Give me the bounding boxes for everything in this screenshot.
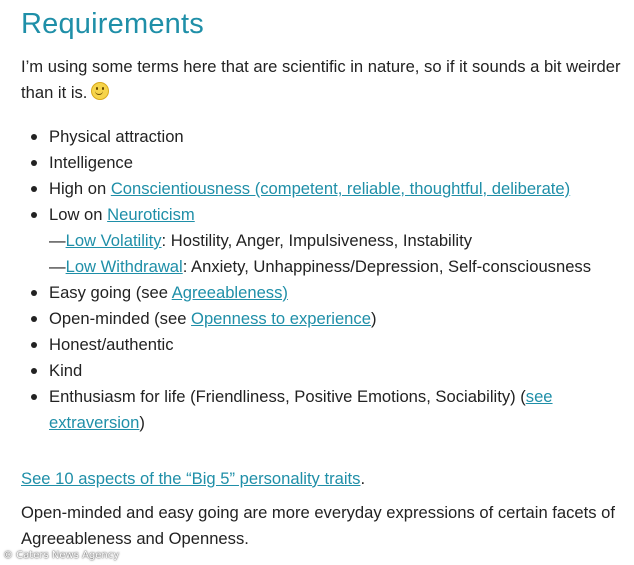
smiley-face-icon <box>91 82 109 100</box>
big5-suffix: . <box>360 469 366 488</box>
list-subitem <box>0 228 634 254</box>
bullet-icon <box>31 160 37 166</box>
intro-text: I’m using some terms here that are scientific in nature, so if it sounds a bit weirder than it is. <box>21 57 621 102</box>
neuroticism-link[interactable]: Neuroticism <box>107 205 195 224</box>
list-item <box>0 332 634 358</box>
list-item <box>0 124 634 150</box>
list-item <box>0 358 634 384</box>
list-item-text: ) <box>370 309 377 328</box>
bullet-icon <box>31 316 37 322</box>
list-item <box>0 280 634 306</box>
list-item-text: ) <box>139 413 145 432</box>
list-item-text: : Hostility, Anger, Impulsiveness, Instability <box>161 231 473 250</box>
bullet-icon <box>31 368 37 374</box>
list-item-text: — <box>49 231 66 250</box>
list-item <box>0 150 634 176</box>
copyright-watermark: © Caters News Agency <box>3 550 120 561</box>
bullet-icon <box>31 342 37 348</box>
page-title: Requirements <box>21 8 204 40</box>
list-item-text: Easy going (see <box>49 283 172 302</box>
list-item <box>0 306 634 332</box>
intro-paragraph <box>21 54 621 106</box>
bullet-icon <box>31 394 37 400</box>
list-item <box>0 176 634 202</box>
extraversion-link[interactable]: see extraversion <box>49 387 553 432</box>
list-item-text: Enthusiasm for life (Friendliness, Positive Emotions, Sociability) ( <box>49 387 526 406</box>
low-withdrawal-link[interactable]: Low Withdrawal <box>65 257 183 276</box>
big5-traits-link[interactable]: See 10 aspects of the “Big 5” personality traits <box>21 469 361 488</box>
list-item-text: Kind <box>49 361 83 380</box>
bullet-icon <box>31 186 37 192</box>
bullet-icon <box>31 212 37 218</box>
bullet-icon <box>31 134 37 140</box>
list-item-text: Honest/authentic <box>49 335 174 354</box>
big5-paragraph <box>21 466 365 492</box>
low-volatility-link[interactable]: Low Volatility <box>65 231 162 250</box>
bullet-icon <box>31 290 37 296</box>
list-item-text: Low on <box>49 205 108 224</box>
conscientiousness-link[interactable]: Conscientiousness (competent, reliable, thoughtful, deliberate) <box>110 179 571 198</box>
list-item <box>0 202 634 228</box>
list-subitem <box>0 254 634 280</box>
list-item-text: Open-minded (see <box>49 309 192 328</box>
list-item-text: Intelligence <box>49 153 133 172</box>
list-item-text: High on <box>49 179 111 198</box>
agreeableness-link[interactable]: Agreeableness) <box>171 283 288 302</box>
list-item-text: : Anxiety, Unhappiness/Depression, Self-consciousness <box>182 257 592 276</box>
list-item <box>0 384 634 436</box>
list-item-text: — <box>49 257 66 276</box>
requirements-list <box>0 124 634 436</box>
openness-link[interactable]: Openness to experience <box>191 309 371 328</box>
list-item-text: Physical attraction <box>49 127 184 146</box>
outro-paragraph: Open-minded and easy going are more everyday expressions of certain facets of Agreeableness and Openness. <box>21 503 616 548</box>
